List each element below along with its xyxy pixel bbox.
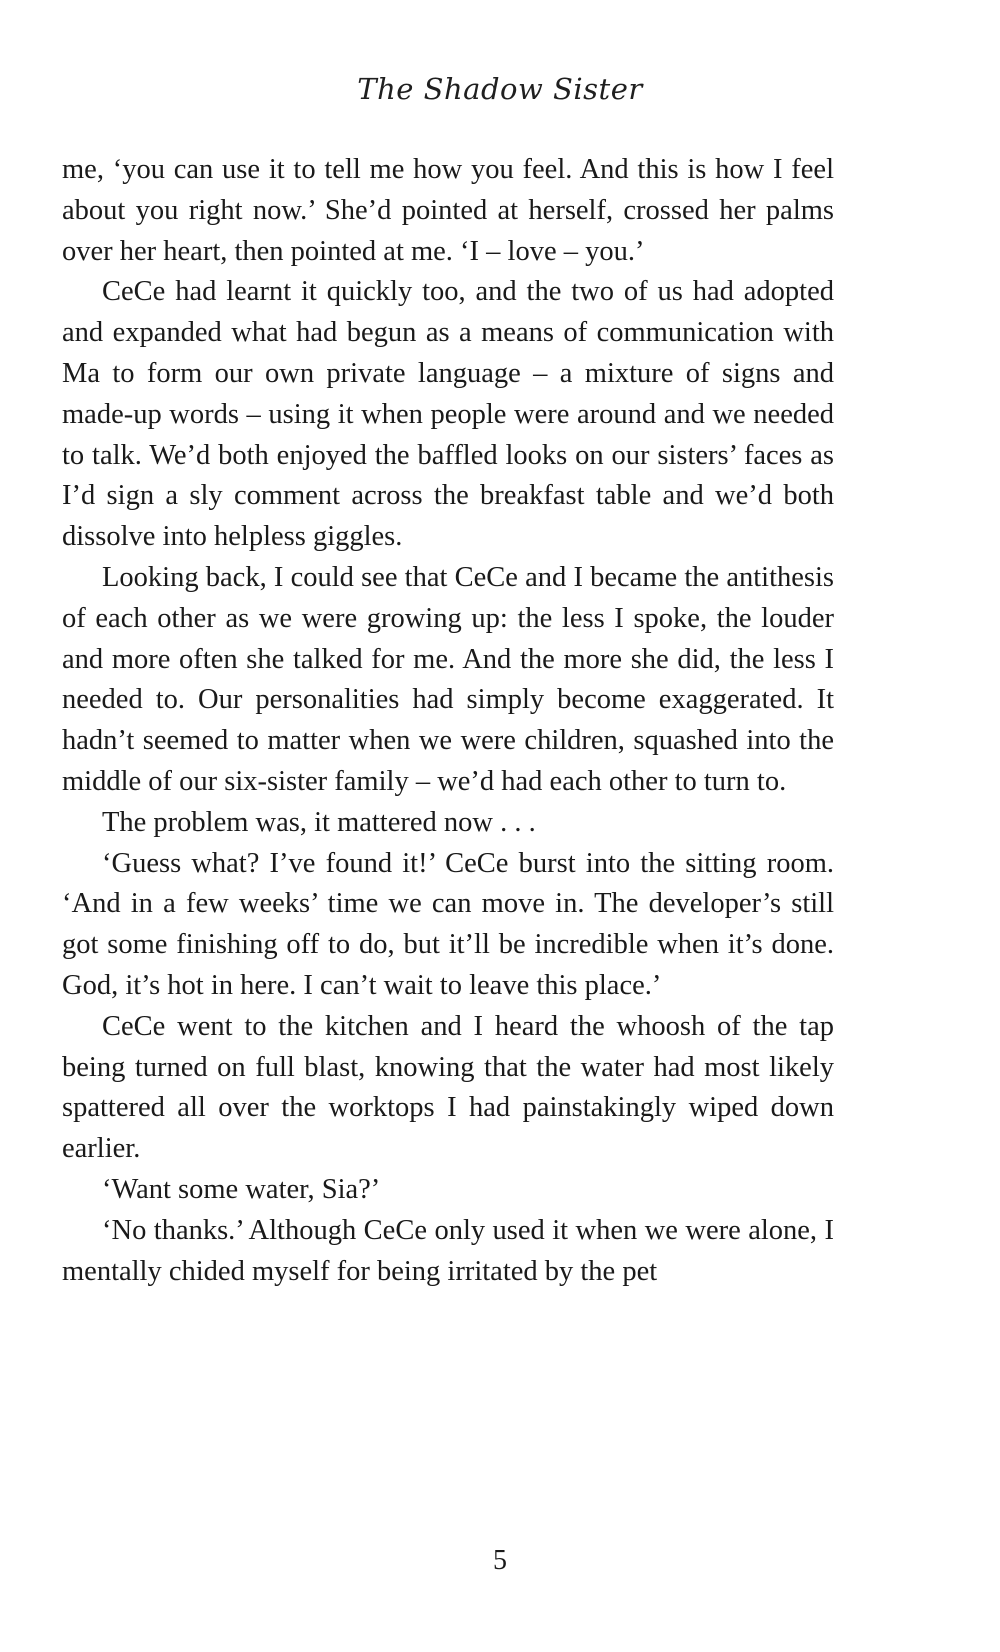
paragraph: CeCe went to the kitchen and I heard the whoosh of the tap being turned on full blast, knowing that the water had most likely spattered all over the worktops I had painstakingly wiped down earlier. [62,1010,834,1165]
paragraph: CeCe had learnt it quickly too, and the two of us had adopted and expanded what had begun as a means of communication with Ma to form our own private language – a mixture of signs and made-up words – using it when people were around and we needed to talk. We’d both enjoyed the baffled looks on our sisters’ faces as I’d sign a sly comment across the breakfast table and we’d both dissolve into helpless giggles. [62,276,834,553]
paragraph: ‘Want some water, Sia?’ [102,1173,381,1205]
paragraph: ‘Guess what? I’ve found it!’ CeCe burst into the sitting room. ‘And in a few weeks’ time we can move in. The developer’s still got some finishing off to do, but it’ll be incredible when it’s done. God, it’s hot in here. I can’t wait to leave this place.’ [62,847,834,1001]
running-head-title: The Shadow Sister [357,72,643,106]
paragraph: me, ‘you can use it to tell me how you feel. And this is how I feel about you right now.’ She’d pointed at herself, crossed her palms over her heart, then pointed at me. ‘I – love – you.’ [62,154,834,267]
paragraph: ‘No thanks.’ Although CeCe only used it when we were alone, I mentally chided myself for being irritated by the pet [62,1214,834,1287]
paragraph: Looking back, I could see that CeCe and I became the antithesis of each other as we were growing up: the less I spoke, the louder and more often she talked for me. And the more she did, the less I needed to. Our personalities had simply become exaggerated. It hadn’t seemed to matter when we were children, squashed into the middle of our six-sister family – we’d had each other to turn to. [62,561,834,797]
page-number: 5 [493,1545,507,1576]
paragraph: The problem was, it mattered now . . . [102,806,536,838]
body-text [62,150,834,1292]
